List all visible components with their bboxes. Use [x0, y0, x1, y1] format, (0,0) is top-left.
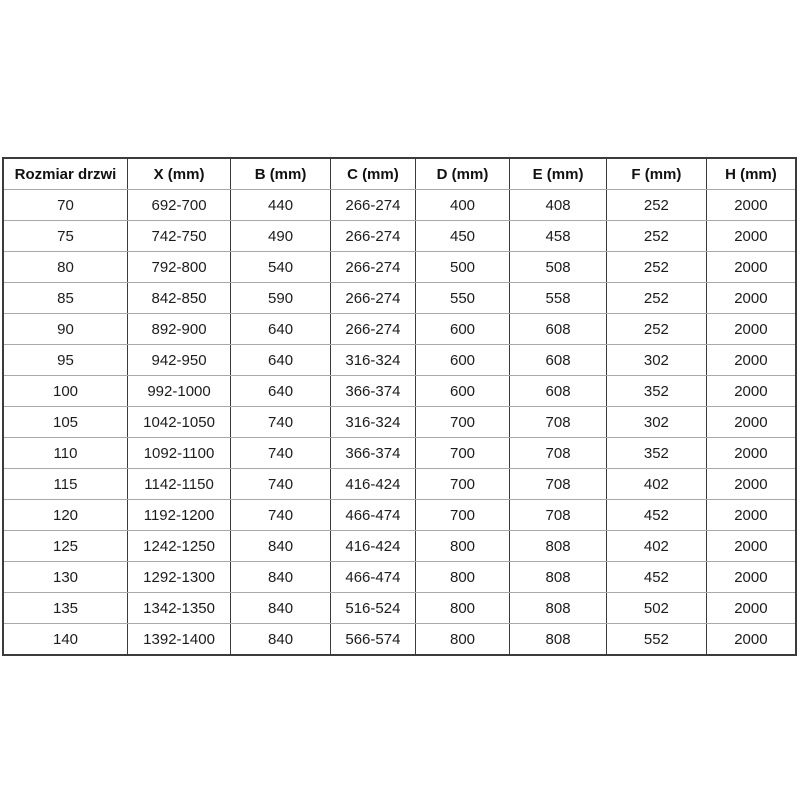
table-cell: 740 — [231, 407, 331, 438]
table-cell: 252 — [606, 314, 706, 345]
table-cell: 100 — [3, 376, 128, 407]
table-body — [3, 190, 796, 656]
table-row — [3, 624, 796, 656]
table-cell: 458 — [510, 221, 607, 252]
door-size-spec-table — [2, 157, 797, 656]
table-cell: 302 — [606, 407, 706, 438]
table-cell: 692-700 — [128, 190, 231, 221]
table-cell: 452 — [606, 562, 706, 593]
column-header-x-mm: X (mm) — [128, 158, 231, 190]
table-row — [3, 376, 796, 407]
column-header-rozmiar-drzwi: Rozmiar drzwi — [3, 158, 128, 190]
table-header — [3, 158, 796, 190]
table-cell: 708 — [510, 407, 607, 438]
table-cell: 440 — [231, 190, 331, 221]
table-cell: 708 — [510, 438, 607, 469]
table-cell: 316-324 — [330, 407, 415, 438]
table-cell: 708 — [510, 500, 607, 531]
table-cell: 590 — [231, 283, 331, 314]
table-cell: 252 — [606, 252, 706, 283]
table-cell: 808 — [510, 531, 607, 562]
table-cell: 552 — [606, 624, 706, 656]
table-cell: 135 — [3, 593, 128, 624]
table-cell: 2000 — [706, 376, 796, 407]
table-cell: 640 — [231, 376, 331, 407]
table-cell: 942-950 — [128, 345, 231, 376]
table-row — [3, 283, 796, 314]
table-cell: 1342-1350 — [128, 593, 231, 624]
table-row — [3, 593, 796, 624]
table-cell: 1242-1250 — [128, 531, 231, 562]
table-cell: 95 — [3, 345, 128, 376]
table-cell: 125 — [3, 531, 128, 562]
table-cell: 740 — [231, 438, 331, 469]
table-cell: 105 — [3, 407, 128, 438]
table-cell: 840 — [231, 562, 331, 593]
table-cell: 2000 — [706, 314, 796, 345]
table-cell: 640 — [231, 345, 331, 376]
table-row — [3, 407, 796, 438]
table-cell: 2000 — [706, 438, 796, 469]
table-row — [3, 314, 796, 345]
table-cell: 140 — [3, 624, 128, 656]
table-cell: 2000 — [706, 190, 796, 221]
table-cell: 1092-1100 — [128, 438, 231, 469]
table-cell: 500 — [415, 252, 509, 283]
table-cell: 808 — [510, 624, 607, 656]
table-cell: 800 — [415, 531, 509, 562]
table-cell: 110 — [3, 438, 128, 469]
table-cell: 540 — [231, 252, 331, 283]
table-cell: 808 — [510, 593, 607, 624]
table-cell: 2000 — [706, 562, 796, 593]
table-cell: 608 — [510, 345, 607, 376]
table-cell: 708 — [510, 469, 607, 500]
table-row — [3, 562, 796, 593]
table-cell: 266-274 — [330, 314, 415, 345]
table-cell: 70 — [3, 190, 128, 221]
table-cell: 1292-1300 — [128, 562, 231, 593]
column-header-d-mm: D (mm) — [415, 158, 509, 190]
table-cell: 808 — [510, 562, 607, 593]
table-row — [3, 469, 796, 500]
table-cell: 558 — [510, 283, 607, 314]
table-cell: 266-274 — [330, 190, 415, 221]
table-cell: 416-424 — [330, 531, 415, 562]
table-cell: 508 — [510, 252, 607, 283]
table-cell: 700 — [415, 500, 509, 531]
table-cell: 600 — [415, 345, 509, 376]
table-cell: 1392-1400 — [128, 624, 231, 656]
table-cell: 402 — [606, 531, 706, 562]
table-cell: 840 — [231, 593, 331, 624]
column-header-h-mm: H (mm) — [706, 158, 796, 190]
table-cell: 566-574 — [330, 624, 415, 656]
table-cell: 266-274 — [330, 252, 415, 283]
table-cell: 700 — [415, 407, 509, 438]
table-cell: 352 — [606, 376, 706, 407]
table-cell: 85 — [3, 283, 128, 314]
table-cell: 252 — [606, 283, 706, 314]
table-cell: 450 — [415, 221, 509, 252]
table-cell: 2000 — [706, 407, 796, 438]
table-cell: 75 — [3, 221, 128, 252]
table-cell: 266-274 — [330, 221, 415, 252]
table-row — [3, 500, 796, 531]
table-cell: 600 — [415, 314, 509, 345]
table-cell: 2000 — [706, 531, 796, 562]
table-cell: 550 — [415, 283, 509, 314]
table-cell: 2000 — [706, 593, 796, 624]
table-cell: 366-374 — [330, 376, 415, 407]
table-cell: 502 — [606, 593, 706, 624]
table-cell: 408 — [510, 190, 607, 221]
table-cell: 516-524 — [330, 593, 415, 624]
table-cell: 1142-1150 — [128, 469, 231, 500]
table-cell: 892-900 — [128, 314, 231, 345]
table-cell: 800 — [415, 593, 509, 624]
table-cell: 452 — [606, 500, 706, 531]
table-row — [3, 221, 796, 252]
table-cell: 740 — [231, 500, 331, 531]
table-cell: 792-800 — [128, 252, 231, 283]
table-cell: 742-750 — [128, 221, 231, 252]
table-cell: 400 — [415, 190, 509, 221]
table-cell: 840 — [231, 531, 331, 562]
table-cell: 115 — [3, 469, 128, 500]
table-cell: 266-274 — [330, 283, 415, 314]
table-cell: 2000 — [706, 283, 796, 314]
table-cell: 700 — [415, 469, 509, 500]
table-row — [3, 345, 796, 376]
table-cell: 800 — [415, 624, 509, 656]
table-cell: 366-374 — [330, 438, 415, 469]
table-cell: 302 — [606, 345, 706, 376]
table-cell: 490 — [231, 221, 331, 252]
table-cell: 992-1000 — [128, 376, 231, 407]
table-cell: 1192-1200 — [128, 500, 231, 531]
table-cell: 800 — [415, 562, 509, 593]
table-cell: 2000 — [706, 252, 796, 283]
column-header-e-mm: E (mm) — [510, 158, 607, 190]
table-cell: 2000 — [706, 345, 796, 376]
table-cell: 316-324 — [330, 345, 415, 376]
table-cell: 608 — [510, 376, 607, 407]
column-header-b-mm: B (mm) — [231, 158, 331, 190]
header-row — [3, 158, 796, 190]
table-cell: 80 — [3, 252, 128, 283]
table-row — [3, 438, 796, 469]
table-cell: 466-474 — [330, 562, 415, 593]
table-cell: 842-850 — [128, 283, 231, 314]
table-cell: 608 — [510, 314, 607, 345]
column-header-f-mm: F (mm) — [606, 158, 706, 190]
table-row — [3, 531, 796, 562]
table-cell: 2000 — [706, 624, 796, 656]
table-cell: 1042-1050 — [128, 407, 231, 438]
table-cell: 2000 — [706, 500, 796, 531]
table-cell: 840 — [231, 624, 331, 656]
table-cell: 2000 — [706, 221, 796, 252]
table-cell: 600 — [415, 376, 509, 407]
table-cell: 252 — [606, 190, 706, 221]
table-cell: 90 — [3, 314, 128, 345]
table-cell: 130 — [3, 562, 128, 593]
table-cell: 416-424 — [330, 469, 415, 500]
table-cell: 700 — [415, 438, 509, 469]
table-cell: 402 — [606, 469, 706, 500]
table-cell: 2000 — [706, 469, 796, 500]
column-header-c-mm: C (mm) — [330, 158, 415, 190]
table-cell: 252 — [606, 221, 706, 252]
table-row — [3, 252, 796, 283]
table-cell: 466-474 — [330, 500, 415, 531]
table-cell: 120 — [3, 500, 128, 531]
table-cell: 640 — [231, 314, 331, 345]
table-row — [3, 190, 796, 221]
table-cell: 352 — [606, 438, 706, 469]
table-cell: 740 — [231, 469, 331, 500]
